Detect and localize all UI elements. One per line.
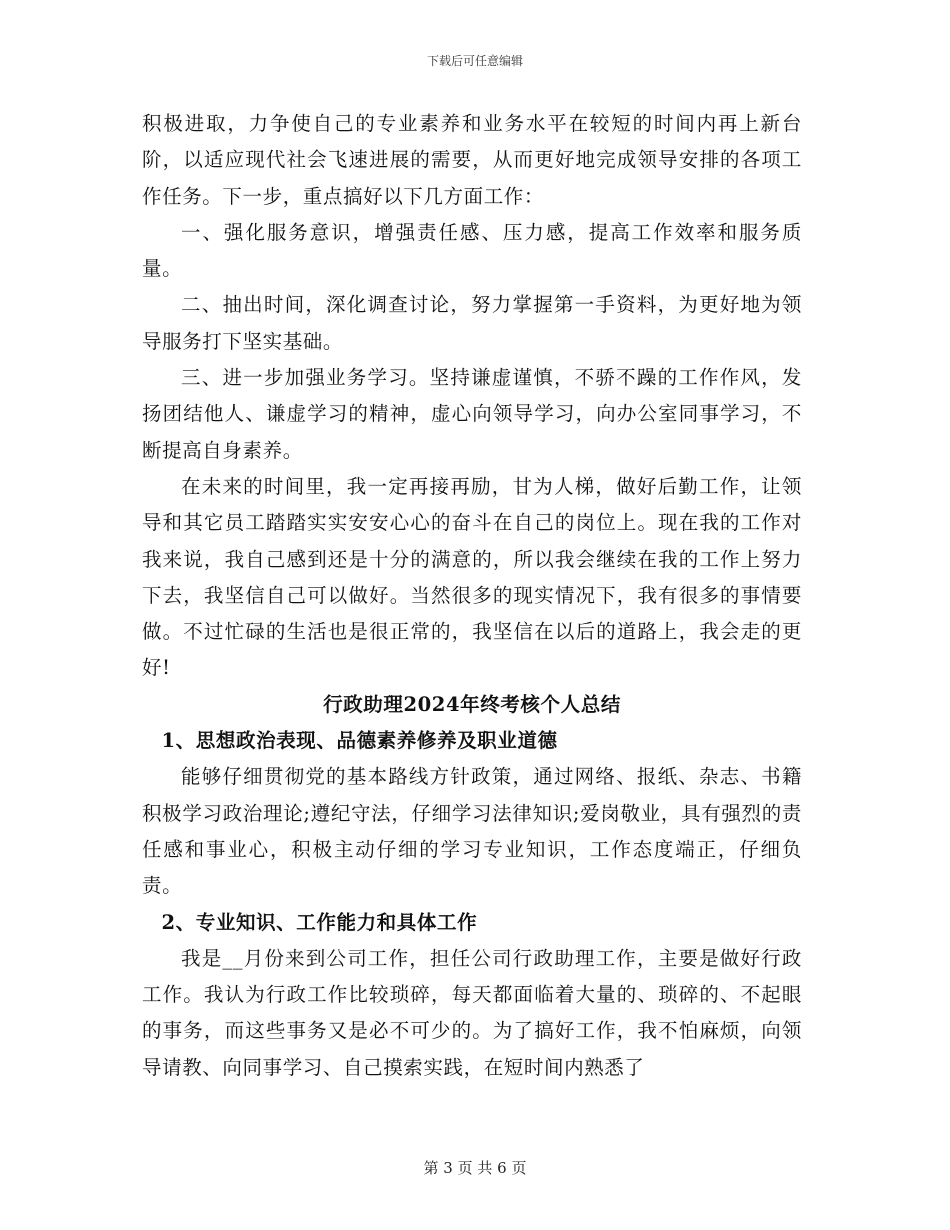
paragraph-outlook: 在未来的时间里，我一定再接再励，甘为人梯，做好后勤工作，让领导和其它员工踏踏实实安安心心的奋斗在自己的岗位上。现在我的工作对我来说，我自己感到还是十分的满意的，所以我会继续在我的工作上努力下去，我坚信自己可以做好。当然很多的现实情况下，我有很多的事情要做。不过忙碌的生活也是很正常的，我坚信在以后的道路上，我会走的更好! — [142, 474, 802, 680]
document-title: 行政助理2024年终考核个人总结 — [323, 692, 621, 716]
document-body — [142, 106, 802, 1086]
section-body-2: 我是__月份来到公司工作，担任公司行政助理工作，主要是做好行政工作。我认为行政工作比较琐碎，每天都面临着大量的、琐碎的、不起眼的事务，而这些事务又是必不可少的。为了搞好工作，我不怕麻烦，向领导请教、向同事学习、自己摸索实践，在短时间内熟悉了 — [142, 946, 802, 1079]
section-body-1: 能够仔细贯彻党的基本路线方针政策，通过网络、报纸、杂志、书籍积极学习政治理论;遵纪守法，仔细学习法律知识;爱岗敬业，具有强烈的责任感和事业心，积极主动仔细的学习专业知识，工作态度端正，仔细负责。 — [142, 765, 802, 898]
header-note: 下载后可任意编辑 — [426, 54, 523, 68]
paragraph-intro: 积极进取，力争使自己的专业素养和业务水平在较短的时间内再上新台阶，以适应现代社会飞速进展的需要，从而更好地完成领导安排的各项工作任务。下一步，重点搞好以下几方面工作： — [142, 112, 802, 208]
section-heading-2: 2、专业知识、工作能力和具体工作 — [161, 910, 478, 934]
paragraph-point-1: 一、强化服务意识，增强责任感、压力感，提高工作效率和服务质量。 — [142, 220, 802, 281]
page-number: 第 3 页 共 6 页 — [423, 1159, 527, 1177]
paragraph-point-2: 二、抽出时间，深化调查讨论，努力掌握第一手资料，为更好地为领导服务打下坚实基础。 — [142, 293, 802, 353]
section-heading-1: 1、思想政治表现、品德素养修养及职业道德 — [161, 729, 558, 753]
paragraph-point-3: 三、进一步加强业务学习。坚持谦虚谨慎，不骄不躁的工作作风，发扬团结他人、谦虚学习的精神，虚心向领导学习，向办公室同事学习，不断提高自身素养。 — [142, 366, 802, 462]
